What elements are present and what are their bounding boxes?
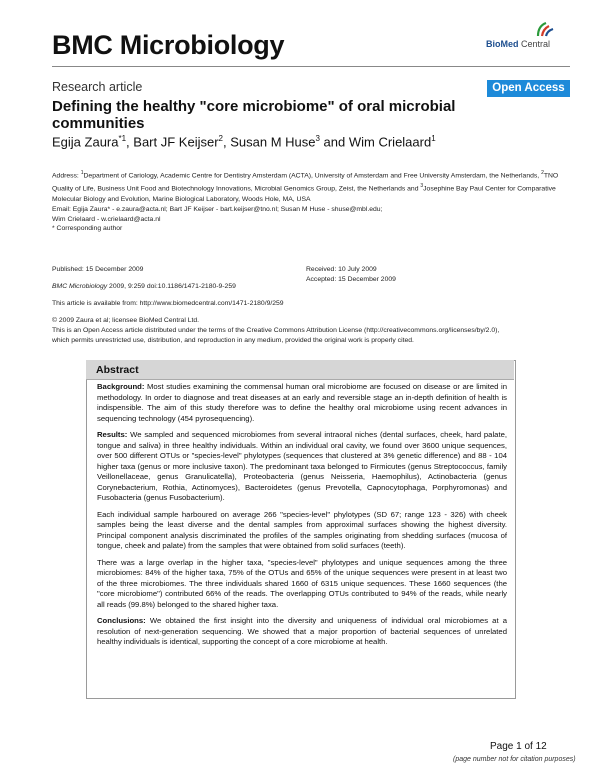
author-addresses: Address: $^1$Department of Cariology, Academic Centre for Dentistry Amsterdam (ACTA), University of Amsterdam and Free University Amsterdam, the Netherlands, $^2$TNO Quality of Life, Business Unit Food and Biotechnology Innovations, Microbial Genomics Group, Zeist, the Netherlands and $^3$Josephine Bay Paul Center for Comparative Molecular Biology and Evolution, Marine Biological Laboratory, Woods Hole, MA, USA (52, 170, 559, 203)
open-access-badge: Open Access (487, 80, 570, 97)
author-emails (52, 205, 472, 225)
article-type: Research article (52, 80, 143, 94)
abstract-header-bar (86, 360, 514, 380)
email-line: Email: Egija Zaura* - e.zaura@acta.nl; Bart JF Keijser - bart.keijser@tno.nl; Susan M Huse - shuse@mbl.edu; (52, 206, 383, 213)
author-affiliation: 2 (218, 134, 223, 143)
publication-info (52, 265, 499, 346)
header-rule (52, 66, 570, 67)
biomed-central-logo (486, 20, 568, 54)
copyright: © 2009 Zaura et al; licensee BioMed Central Ltd. (52, 317, 200, 324)
abstract-paragraph: Each individual sample harboured on average 266 "species-level" phylotypes (SD 67; range 123 - 326) with cheek samples being the least diverse and the dental samples from approximal surfaces showing the highest diversity. Principal component analysis discriminated the profiles of the samples originating from shedding surfaces (mucosa of tongue, cheek and palate) from the samples that were obtained from solid surfaces (teeth). (97, 509, 507, 550)
received-info (306, 265, 396, 285)
page-note: (page number not for citation purposes) (453, 756, 576, 763)
author-name: Bart JF Keijser (133, 134, 219, 150)
abstract-background: Background: Most studies examining the commensal human oral microbiome are focused on disease or are limited in methodology. In order to diagnose and treat diseases at an early and reversible stage an in-depth definition of health is indispensible. The aim of this study therefore was to define the healthy oral microbiome using recent advances in sequencing technology (454 pyrosequencing). (97, 382, 507, 423)
email-line: Wim Crielaard - w.crielaard@acta.nl (52, 216, 161, 223)
published-date: Published: 15 December 2009 (52, 266, 144, 273)
logo-wordmark: BioMed Central (486, 39, 551, 49)
corresponding-author-note: * Corresponding author (52, 225, 123, 232)
page-number: Page 1 of 12 (490, 741, 547, 752)
citation: BMC Microbiology 2009, 9:259 doi:10.1186/1471-2180-9-259 (52, 283, 236, 290)
received-date: Received: 10 July 2009 (306, 266, 377, 273)
abstract-paragraph: There was a large overlap in the higher taxa, "species-level" phylotypes and unique sequences among the three microbiomes: 84% of the higher taxa, 75% of the OTUs and 65% of the unique sequences were present in at least two of the three microbiomes. The three individuals shared 1660 of 6315 unique sequences. These 1660 sequences (the "core microbiome") contributed 66% of the reads. The overlapping OTUs contributed to 94% of the reads, while nearly all reads (99.8%) belonged to the shared higher taxa. (97, 557, 507, 609)
abstract-results: Results: We sampled and sequenced microbiomes from several intraoral niches (dental surfaces, cheek, hard palate, tongue and saliva) in three healthy individuals. Within an individual oral cavity, we found over 3600 unique sequences, over 500 different OTUs or "species-level" phylotypes (sequences that clustered at 3% genetic difference) and 88 - 104 higher taxa (genus or more inclusive taxon). The predominant taxa belonged to Firmicutes (genus Streptococcus, family Veillonellaceae, genus Granulicatella), Proteobacteria (genus Neisseria, Haemophilus), Actinobacteria (genus Corynebacterium, Rothia, Actinomyces), Bacteroidetes (genus Prevotella, Capnocytophaga, Porphyromonas) and Fusobacteria (genus Fusobacterium). (97, 430, 507, 502)
author-name: Egija Zaura (52, 134, 119, 150)
article-url[interactable]: This article is available from: http://www.biomedcentral.com/1471-2180/9/259 (52, 300, 284, 307)
article-title: Defining the healthy "core microbiome" of oral microbial communities (52, 98, 456, 132)
logo-arcs-icon (534, 20, 558, 38)
author-list: Egija Zaura$^{*1}$, Bart JF Keijser$^2$, Susan M Huse$^3$ and Wim Crielaard$^1$ (52, 134, 436, 150)
abstract-body (97, 382, 507, 654)
accepted-date: Accepted: 15 December 2009 (306, 276, 396, 283)
author-affiliation: *1 (118, 134, 127, 143)
author-name: Wim Crielaard (348, 134, 432, 150)
author-affiliation: 1 (431, 134, 436, 143)
abstract-heading: Abstract (96, 364, 139, 376)
license-line: which permits unrestricted use, distribution, and reproduction in any medium, provided the original work is properly cited. (52, 337, 414, 344)
journal-title: BMC Microbiology (52, 30, 285, 60)
license-line: This is an Open Access article distributed under the terms of the Creative Commons Attribution License (http://creativecommons.org/licenses/by/2.0), (52, 327, 500, 334)
abstract-conclusions: Conclusions: We obtained the first insight into the diversity and uniqueness of individual oral microbiomes at a resolution of next-generation sequencing. We showed that a major proportion of bacterial sequences of unrelated healthy individuals is identical, supporting the concept of a core microbiome at health. (97, 616, 507, 646)
author-name: Susan M Huse (230, 134, 316, 150)
author-affiliation: 3 (315, 134, 320, 143)
